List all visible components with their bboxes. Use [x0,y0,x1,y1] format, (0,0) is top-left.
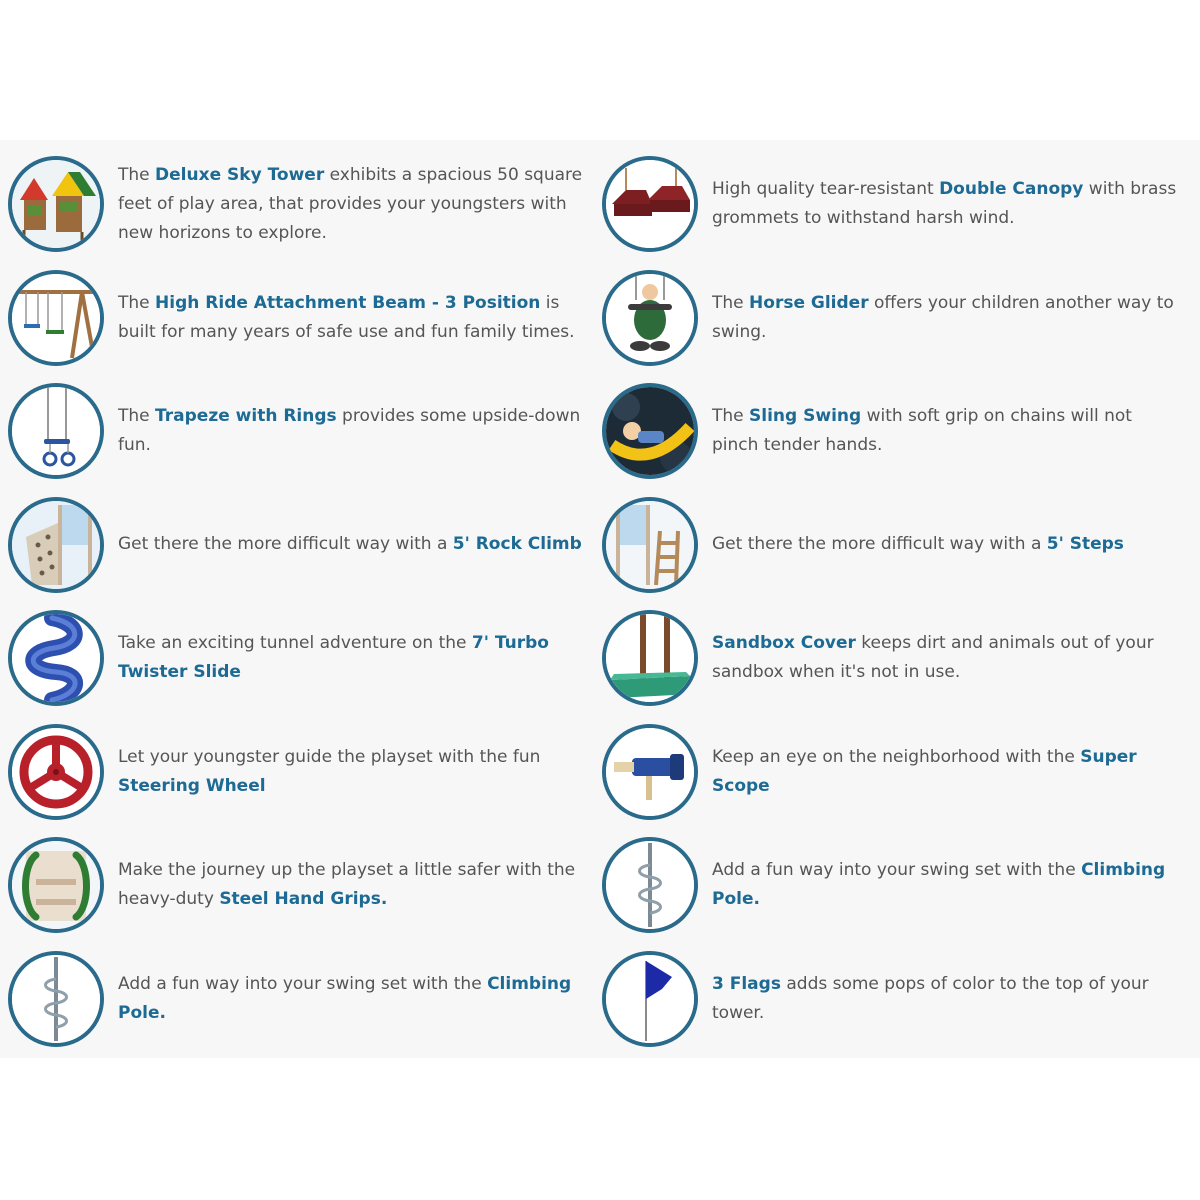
double-canopy-icon [602,156,698,252]
horse-glider-icon [602,270,698,366]
feature-description [712,951,1178,1047]
feature-name: Sandbox Cover [712,633,856,653]
feature-text: Keep an eye on the neighborhood with the [712,746,1081,767]
feature-text: is built for many years of safe use and fun family times. [118,292,575,342]
feature-description [118,610,584,706]
feature-description [712,497,1178,593]
feature-item [0,837,594,933]
super-scope-icon [602,724,698,820]
feature-text: keeps dirt and animals out of your sandbox when it's not in use. [712,633,1154,682]
sky-tower-icon [8,156,104,252]
feature-item [0,951,594,1047]
feature-name: 3 Flags [712,973,781,994]
feature-description [712,383,1178,479]
feature-description [712,270,1178,366]
feature-description [712,156,1178,252]
feature-text: with soft grip on chains will not pinch tender hands. [712,406,1132,455]
feature-item [594,270,1188,366]
rock-climb-icon [8,497,104,593]
feature-item [594,837,1188,933]
feature-item [0,610,594,706]
feature-item [0,724,594,820]
feature-description [118,497,584,593]
feature-text: adds some pops of color to the top of your tower. [712,973,1149,1023]
feature-item [0,497,594,593]
feature-text: The [118,164,156,185]
feature-name: Climbing Pole. [712,860,1166,909]
feature-item [594,383,1188,479]
feature-name: High Ride Attachment Beam - 3 Position [155,292,541,313]
twister-slide-icon [8,610,104,706]
feature-text: Add a fun way into your swing set with the [118,973,488,994]
feature-item [0,156,594,252]
feature-description [118,724,584,820]
feature-name: Steering Wheel [118,775,266,796]
feature-name: Climbing Pole. [118,973,572,1023]
feature-text: The [118,292,156,313]
feature-description [118,837,584,933]
feature-text: Get there the more difficult way with a [118,534,453,554]
feature-name: 5' Steps [1046,534,1124,554]
feature-name: 5' Rock Climb [452,534,582,554]
feature-description [118,270,584,366]
feature-item [594,610,1188,706]
feature-description [712,610,1178,706]
feature-text: Make the journey up the playset a little safer with the heavy-duty [118,860,576,909]
feature-name: Super Scope [712,746,1137,796]
features-panel [0,140,1200,1058]
feature-item [594,156,1188,252]
feature-text: Get there the more difficult way with a [712,534,1047,554]
feature-text: provides some upside-down fun. [118,406,581,455]
feature-text: exhibits a spacious 50 square feet of play area, that provides your youngsters with new horizons to explore. [118,164,583,243]
feature-item [594,951,1188,1047]
feature-item [594,497,1188,593]
steps-icon [602,497,698,593]
feature-description [118,156,584,252]
feature-name: 7' Turbo Twister Slide [118,633,549,682]
feature-description [118,951,584,1047]
steering-wheel-icon [8,724,104,820]
feature-text: Add a fun way into your swing set with the [712,860,1082,880]
feature-description [712,837,1178,933]
feature-text: Take an exciting tunnel adventure on the [118,633,472,653]
feature-description [712,724,1178,820]
feature-text: The [118,406,156,426]
feature-text: Let your youngster guide the playset with the fun [118,746,541,767]
attachment-beam-icon [8,270,104,366]
climbing-pole-icon [602,837,698,933]
feature-item [0,270,594,366]
feature-text: with brass grommets to withstand harsh wind. [712,179,1177,228]
feature-text: offers your children another way to swing. [712,292,1174,342]
trapeze-icon [8,383,104,479]
feature-name: Sling Swing [749,406,862,426]
feature-name: Deluxe Sky Tower [155,164,325,185]
feature-name: Steel Hand Grips. [219,889,388,909]
feature-name: Horse Glider [749,292,869,313]
feature-text: The [712,292,750,313]
hand-grips-icon [8,837,104,933]
sling-swing-icon [602,383,698,479]
feature-name: Trapeze with Rings [155,406,337,426]
feature-item [0,383,594,479]
feature-text: The [712,406,750,426]
feature-text: High quality tear-resistant [712,179,940,199]
feature-name: Double Canopy [939,179,1084,199]
feature-item [594,724,1188,820]
feature-description [118,383,584,479]
sandbox-cover-icon [602,610,698,706]
flag-icon [602,951,698,1047]
climbing-pole-icon [8,951,104,1047]
